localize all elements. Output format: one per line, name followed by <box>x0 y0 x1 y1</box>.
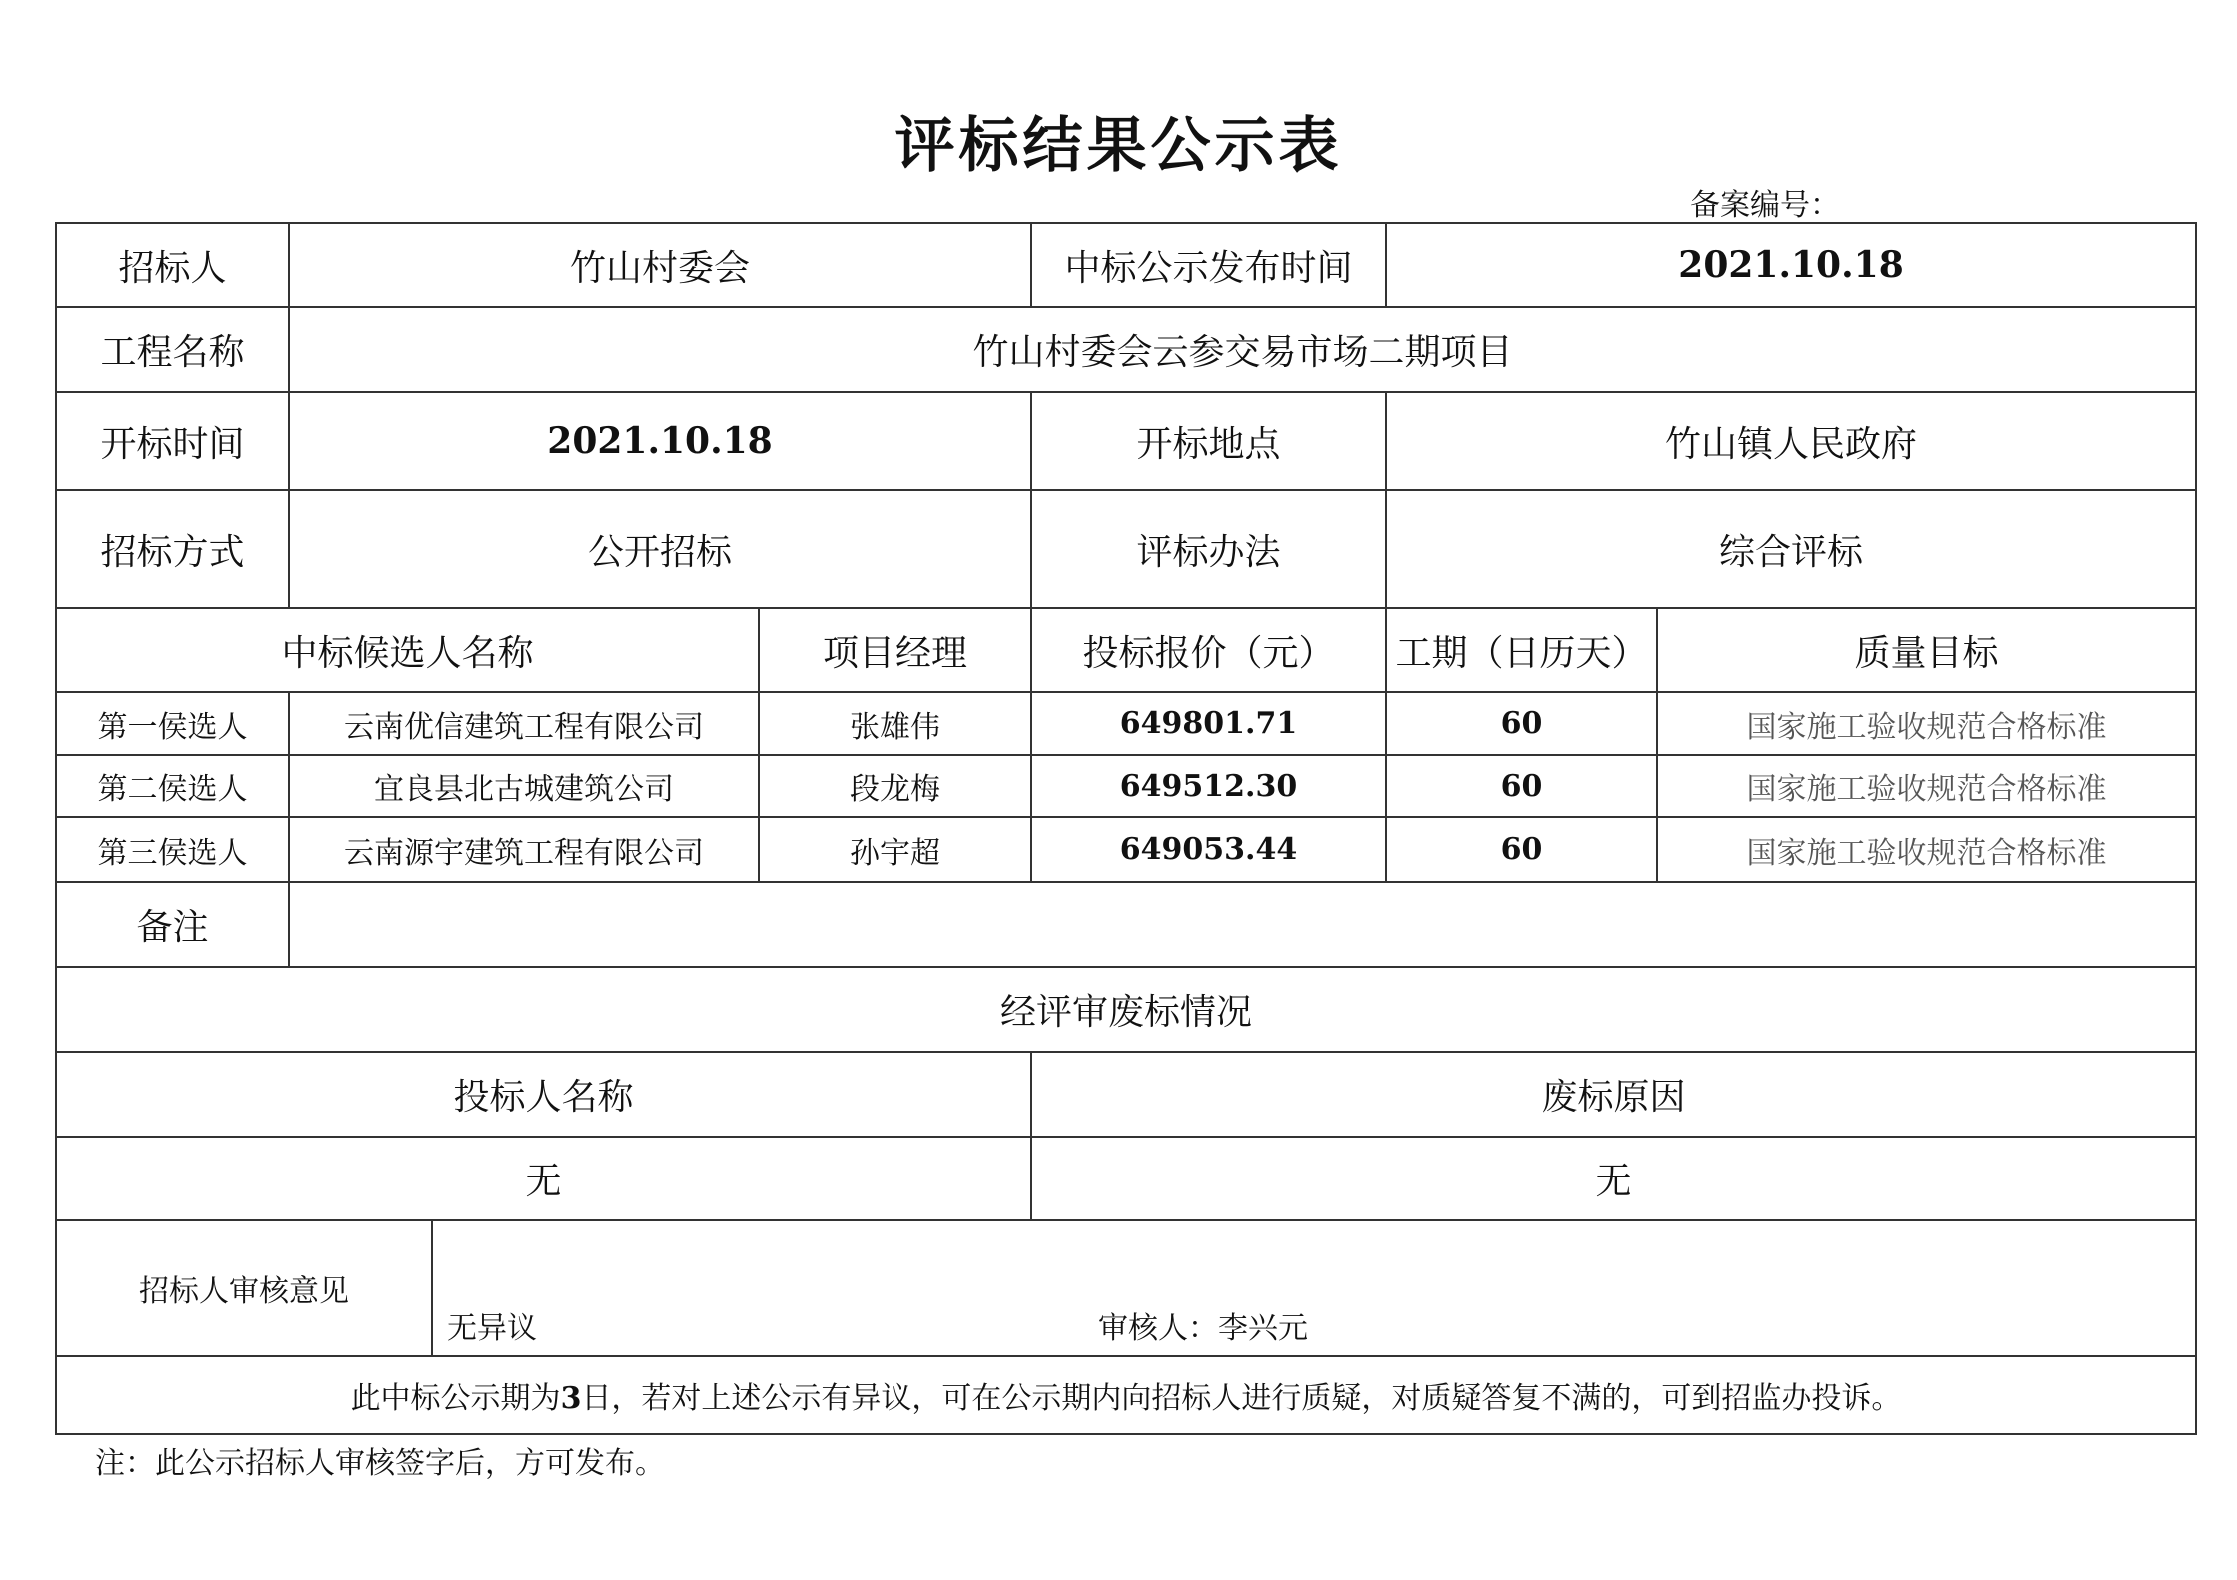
candidate-period: 60 <box>1386 817 1657 882</box>
footnote: 注：此公示招标人审核签字后，方可发布。 <box>95 1446 665 1481</box>
candidate-row <box>56 817 2196 882</box>
candidate-name-header: 中标候选人名称 <box>56 608 759 692</box>
tenderer-row <box>56 223 2196 307</box>
candidate-quality: 国家施工验收规范合格标准 <box>1657 692 2196 755</box>
notice-suffix: 日，若对上述公示有异议，可在公示期内向招标人进行质疑，对质疑答复不满的，可到招监办投诉。 <box>581 1381 1902 1416</box>
candidate-price: 649053.44 <box>1031 817 1386 882</box>
method-row <box>56 490 2196 608</box>
project-label: 工程名称 <box>56 307 289 392</box>
candidate-company: 云南优信建筑工程有限公司 <box>289 692 759 755</box>
candidate-price: 649512.30 <box>1031 755 1386 817</box>
quality-header: 质量目标 <box>1657 608 2196 692</box>
candidate-company: 宜良县北古城建筑公司 <box>289 755 759 817</box>
tenderer-value: 竹山村委会 <box>289 223 1031 307</box>
candidate-row <box>56 692 2196 755</box>
period-header: 工期（日历天） <box>1386 608 1657 692</box>
candidate-manager: 孙宇超 <box>759 817 1031 882</box>
candidate-header-row <box>56 608 2196 692</box>
review-label: 招标人审核意见 <box>57 1221 433 1355</box>
notice-text <box>56 1356 2196 1434</box>
manager-header: 项目经理 <box>759 608 1031 692</box>
notice-row <box>56 1356 2196 1434</box>
eval-method-value: 综合评标 <box>1386 490 2196 608</box>
candidate-rank: 第一侯选人 <box>56 692 289 755</box>
page-title: 评标结果公示表 <box>894 111 1343 181</box>
notice-days: 3 <box>560 1381 582 1416</box>
method-label: 招标方式 <box>56 490 289 608</box>
candidate-rank: 第二侯选人 <box>56 755 289 817</box>
open-place-value: 竹山镇人民政府 <box>1386 392 2196 490</box>
open-time-value: 2021.10.18 <box>289 392 1031 490</box>
candidate-price: 649801.71 <box>1031 692 1386 755</box>
remarks-value <box>289 882 2196 967</box>
rejected-bidder-value: 无 <box>56 1137 1031 1220</box>
publish-time-label: 中标公示发布时间 <box>1031 223 1386 307</box>
rejected-header-row <box>56 1052 2196 1137</box>
rejected-reason-value: 无 <box>1031 1137 2196 1220</box>
rejected-section-title: 经评审废标情况 <box>56 967 2196 1052</box>
notice-prefix: 此中标公示期为 <box>350 1381 561 1416</box>
review-opinion: 无异议 <box>447 1311 537 1346</box>
rejected-reason-header: 废标原因 <box>1031 1052 2196 1137</box>
candidate-company: 云南源宇建筑工程有限公司 <box>289 817 759 882</box>
candidate-period: 60 <box>1386 692 1657 755</box>
candidate-period: 60 <box>1386 755 1657 817</box>
project-row <box>56 307 2196 392</box>
publish-time-value: 2021.10.18 <box>1386 223 2196 307</box>
candidate-quality: 国家施工验收规范合格标准 <box>1657 817 2196 882</box>
project-value: 竹山村委会云参交易市场二期项目 <box>289 307 2196 392</box>
remarks-label: 备注 <box>56 882 289 967</box>
open-place-label: 开标地点 <box>1031 392 1386 490</box>
rejected-section-row <box>56 967 2196 1052</box>
candidate-manager: 段龙梅 <box>759 755 1031 817</box>
result-table <box>55 222 2197 1435</box>
candidate-row <box>56 755 2196 817</box>
method-value: 公开招标 <box>289 490 1031 608</box>
reviewer-signature: 审核人：李兴元 <box>1098 1311 1308 1346</box>
rejected-value-row <box>56 1137 2196 1220</box>
opening-row <box>56 392 2196 490</box>
candidate-rank: 第三侯选人 <box>56 817 289 882</box>
price-header: 投标报价（元） <box>1031 608 1386 692</box>
record-number-label: 备案编号： <box>1690 188 1840 223</box>
candidate-manager: 张雄伟 <box>759 692 1031 755</box>
tenderer-label: 招标人 <box>56 223 289 307</box>
rejected-bidder-header: 投标人名称 <box>56 1052 1031 1137</box>
open-time-label: 开标时间 <box>56 392 289 490</box>
remarks-row <box>56 882 2196 967</box>
candidate-quality: 国家施工验收规范合格标准 <box>1657 755 2196 817</box>
review-cell <box>56 1220 2196 1356</box>
review-row <box>56 1220 2196 1356</box>
eval-method-label: 评标办法 <box>1031 490 1386 608</box>
